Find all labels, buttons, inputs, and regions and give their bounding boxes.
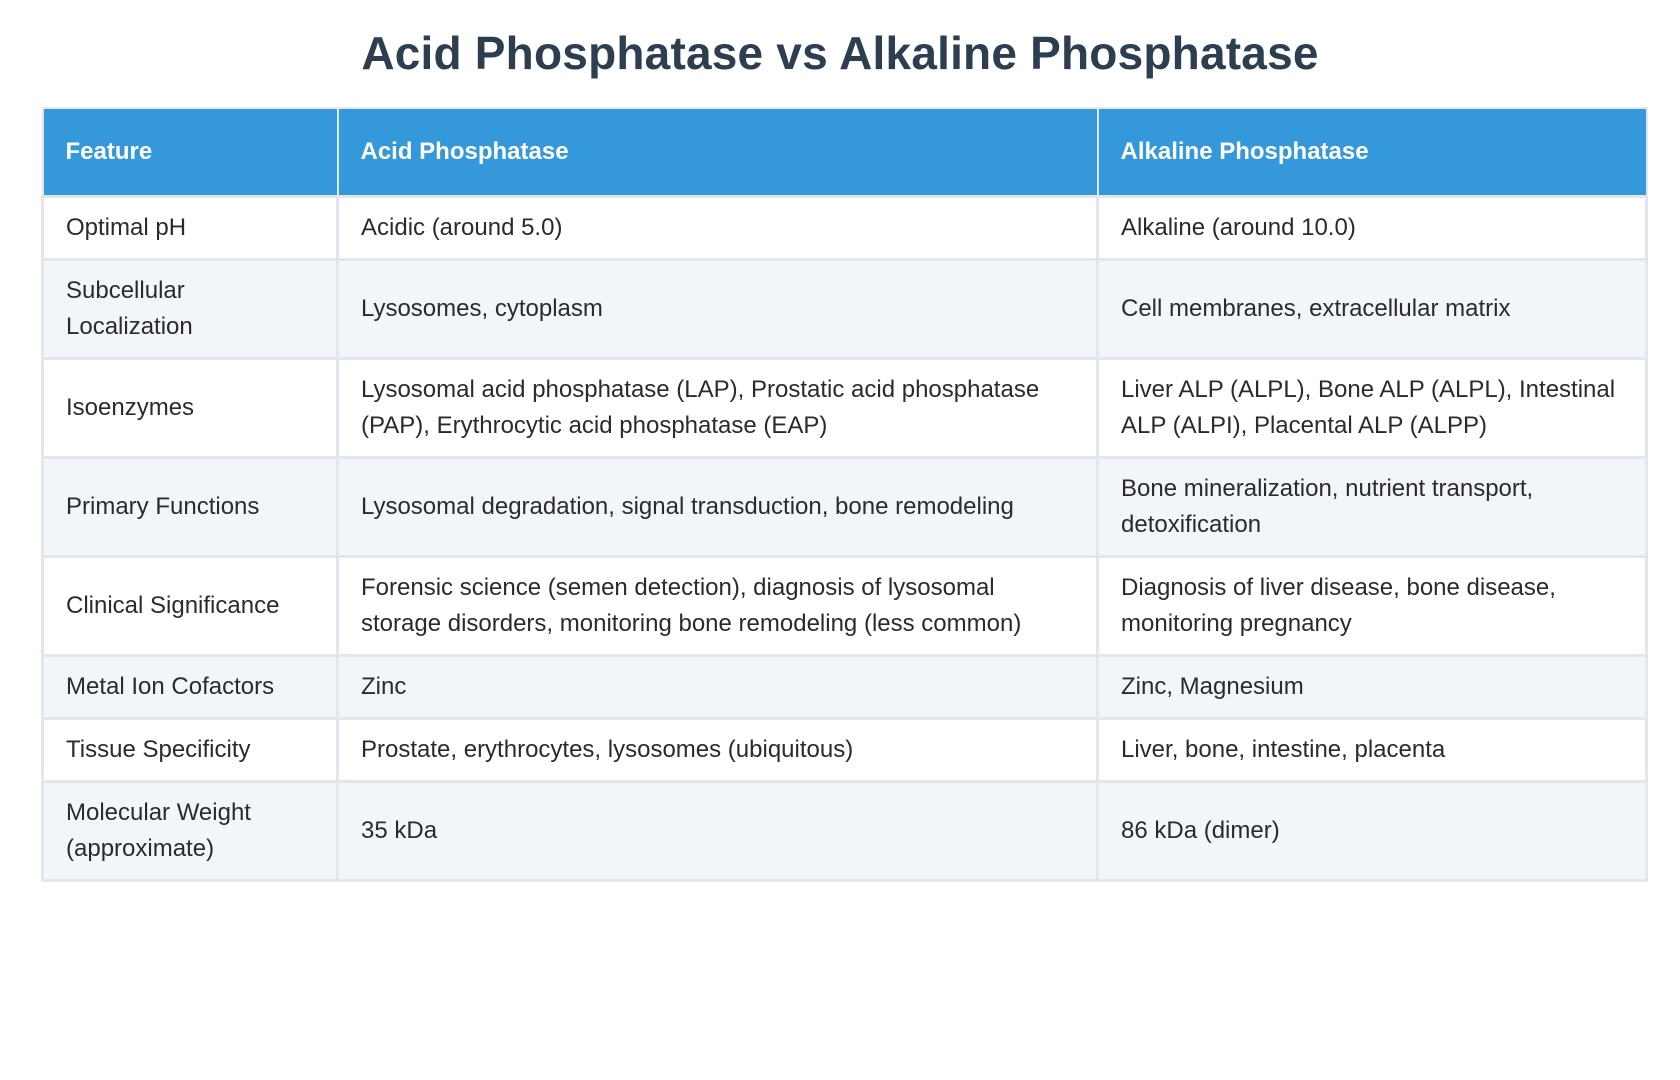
alkaline-cell: 86 kDa (dimer): [1098, 782, 1647, 881]
feature-cell: Subcellular Localization: [43, 260, 338, 359]
acid-cell: 35 kDa: [338, 782, 1098, 881]
header-feature: Feature: [43, 108, 338, 197]
comparison-table: [41, 107, 1648, 882]
header-row: [43, 108, 1647, 197]
feature-cell: Molecular Weight (approximate): [43, 782, 338, 881]
header-acid-phosphatase: Acid Phosphatase: [338, 108, 1098, 197]
feature-cell: Optimal pH: [43, 197, 338, 260]
feature-cell: Metal Ion Cofactors: [43, 656, 338, 719]
table-row: [43, 782, 1647, 881]
table-row: [43, 719, 1647, 782]
feature-cell: Clinical Significance: [43, 557, 338, 656]
acid-cell: Forensic science (semen detection), diagnosis of lysosomal storage disorders, monitoring bone remodeling (less common): [338, 557, 1098, 656]
feature-cell: Primary Functions: [43, 458, 338, 557]
table-header: [43, 108, 1647, 197]
alkaline-cell: Diagnosis of liver disease, bone disease, monitoring pregnancy: [1098, 557, 1647, 656]
alkaline-cell: Liver, bone, intestine, placenta: [1098, 719, 1647, 782]
alkaline-cell: Zinc, Magnesium: [1098, 656, 1647, 719]
table-row: [43, 458, 1647, 557]
page-title: Acid Phosphatase vs Alkaline Phosphatase: [361, 27, 1319, 79]
table-row: [43, 557, 1647, 656]
feature-cell: Tissue Specificity: [43, 719, 338, 782]
acid-cell: Acidic (around 5.0): [338, 197, 1098, 260]
header-alkaline-phosphatase: Alkaline Phosphatase: [1098, 108, 1647, 197]
alkaline-cell: Cell membranes, extracellular matrix: [1098, 260, 1647, 359]
alkaline-cell: Liver ALP (ALPL), Bone ALP (ALPL), Intestinal ALP (ALPI), Placental ALP (ALPP): [1098, 359, 1647, 458]
table-row: [43, 260, 1647, 359]
feature-cell: Isoenzymes: [43, 359, 338, 458]
table-row: [43, 656, 1647, 719]
table-body: [43, 197, 1647, 881]
acid-cell: Zinc: [338, 656, 1098, 719]
acid-cell: Lysosomal acid phosphatase (LAP), Prostatic acid phosphatase (PAP), Erythrocytic acid phosphatase (EAP): [338, 359, 1098, 458]
table-row: [43, 197, 1647, 260]
alkaline-cell: Alkaline (around 10.0): [1098, 197, 1647, 260]
table-row: [43, 359, 1647, 458]
acid-cell: Lysosomes, cytoplasm: [338, 260, 1098, 359]
acid-cell: Prostate, erythrocytes, lysosomes (ubiquitous): [338, 719, 1098, 782]
alkaline-cell: Bone mineralization, nutrient transport, detoxification: [1098, 458, 1647, 557]
acid-cell: Lysosomal degradation, signal transduction, bone remodeling: [338, 458, 1098, 557]
